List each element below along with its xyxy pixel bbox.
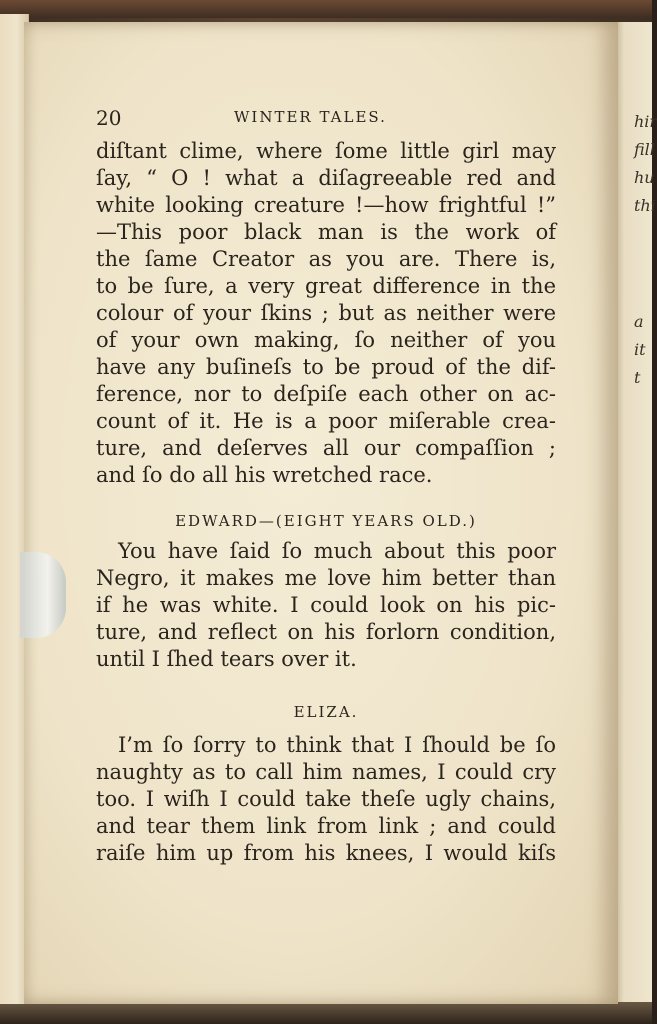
page-clip [20, 552, 66, 638]
text-line: colour of your ſkins ; but as neither were [96, 301, 556, 325]
next-page-fragment: hu [634, 168, 655, 187]
text-line: and tear them link from link ; and could [96, 814, 556, 838]
text-line: Negro, it makes me love him better than [96, 566, 556, 590]
paragraph-1 [96, 138, 556, 489]
text-line: diſtant clime, where ſome little girl may [96, 139, 556, 163]
text-line: ference, nor to deſpiſe each other on ac- [96, 382, 556, 406]
next-page-fragment: thi [634, 196, 656, 215]
next-page-fragment: a [634, 312, 644, 331]
text-line: have any buſineſs to be proud of the dif- [96, 355, 556, 379]
text-line: the ſame Creator as you are. There is, [96, 247, 556, 271]
next-page-fragment: fill [634, 140, 655, 159]
paragraph-2 [96, 538, 556, 673]
text-line: and ſo do all his wretched race. [96, 463, 433, 487]
text-line: You have ſaid ſo much about this poor [118, 539, 556, 563]
next-page-fragment: it [634, 340, 646, 359]
page-header [96, 106, 536, 132]
paragraph-3 [96, 732, 556, 867]
next-page-fragment: hir [634, 112, 657, 131]
text-line: I’m ſo ſorry to think that I ſhould be ſo [118, 733, 556, 757]
text-line: count of it. He is a poor miſerable crea- [96, 409, 556, 433]
speaker-heading-eliza: ELIZA. [293, 703, 359, 721]
text-line: of your own making, ſo neither of you [96, 328, 556, 352]
text-line: ture, and deſerves all our compaſſion ; [96, 436, 556, 460]
text-line: ture, and reflect on his forlorn condition, [96, 620, 556, 644]
speaker-heading-edward: EDWARD—(EIGHT YEARS OLD.) [175, 512, 477, 530]
running-title: WINTER TALES. [234, 108, 387, 126]
text-line: —This poor black man is the work of [96, 220, 556, 244]
text-line: raiſe him up from his knees, I would kiſs [96, 841, 556, 865]
text-line: until I ſhed tears over it. [96, 647, 357, 671]
text-line: white looking creature !—how frightful !” [96, 193, 556, 217]
page-number: 20 [96, 106, 122, 130]
text-line: to be ſure, a very great difference in the [96, 274, 556, 298]
next-page-fragment: t [634, 368, 641, 387]
text-line: naughty as to call him names, I could cry [96, 760, 556, 784]
text-line: if he was white. I could look on his pic- [96, 593, 556, 617]
book-bottom-edge [0, 1002, 652, 1024]
text-line: ſay, “ O ! what a diſagreeable red and [96, 166, 556, 190]
book-top-edge [0, 0, 652, 18]
next-page-edge [612, 22, 657, 1002]
text-line: too. I wiſh I could take theſe ugly chains, [96, 787, 556, 811]
